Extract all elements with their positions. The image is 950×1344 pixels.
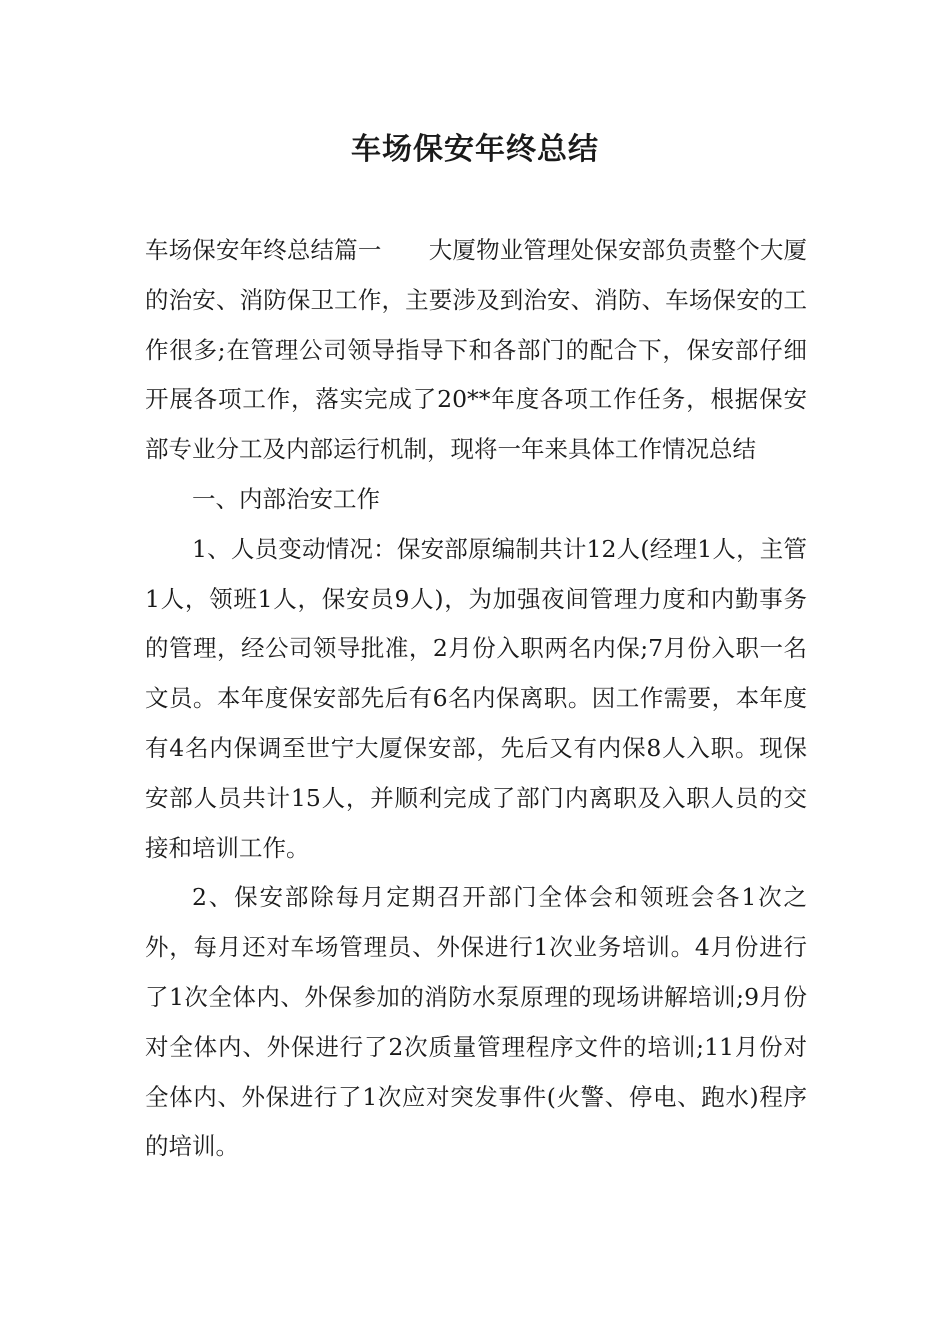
section-heading-internal-security: 一、内部治安工作 — [192, 484, 380, 513]
paragraph-intro: 车场保安年终总结篇一 大厦物业管理处保安部负责整个大厦的治安、消防保卫工作，主要涉及到治安、消防、车场保安的工作很多;在管理公司领导指导下和各部门的配合下，保安部仔细开展各项工作，落实完成了20**年度各项工作任务，根据保安部专业分工及内部运行机制，现将一年来具体工作情况总结 — [145, 236, 807, 464]
paragraph-staff-changes: 1、人员变动情况：保安部原编制共计12人(经理1人，主管1人，领班1人，保安员9人)，为加强夜间管理力度和内勤事务的管理，经公司领导批准，2月份入职两名内保;7月份入职一名文员。本年度保安部先后有6名内保离职。因工作需要，本年度有4名内保调至世宁大厦保安部，先后又有内保8人入职。现保安部人员共计15人，并顺利完成了部门内离职及入职人员的交接和培训工作。 — [145, 534, 807, 862]
document-body — [145, 226, 807, 1172]
paragraph-training: 2、保安部除每月定期召开部门全体会和领班会各1次之外，每月还对车场管理员、外保进行1次业务培训。4月份进行了1次全体内、外保参加的消防水泵原理的现场讲解培训;9月份对全体内、外保进行了2次质量管理程序文件的培训;11月份对全体内、外保进行了1次应对突发事件(火警、停电、跑水)程序的培训。 — [145, 883, 807, 1161]
document-title: 车场保安年终总结 — [351, 132, 599, 167]
